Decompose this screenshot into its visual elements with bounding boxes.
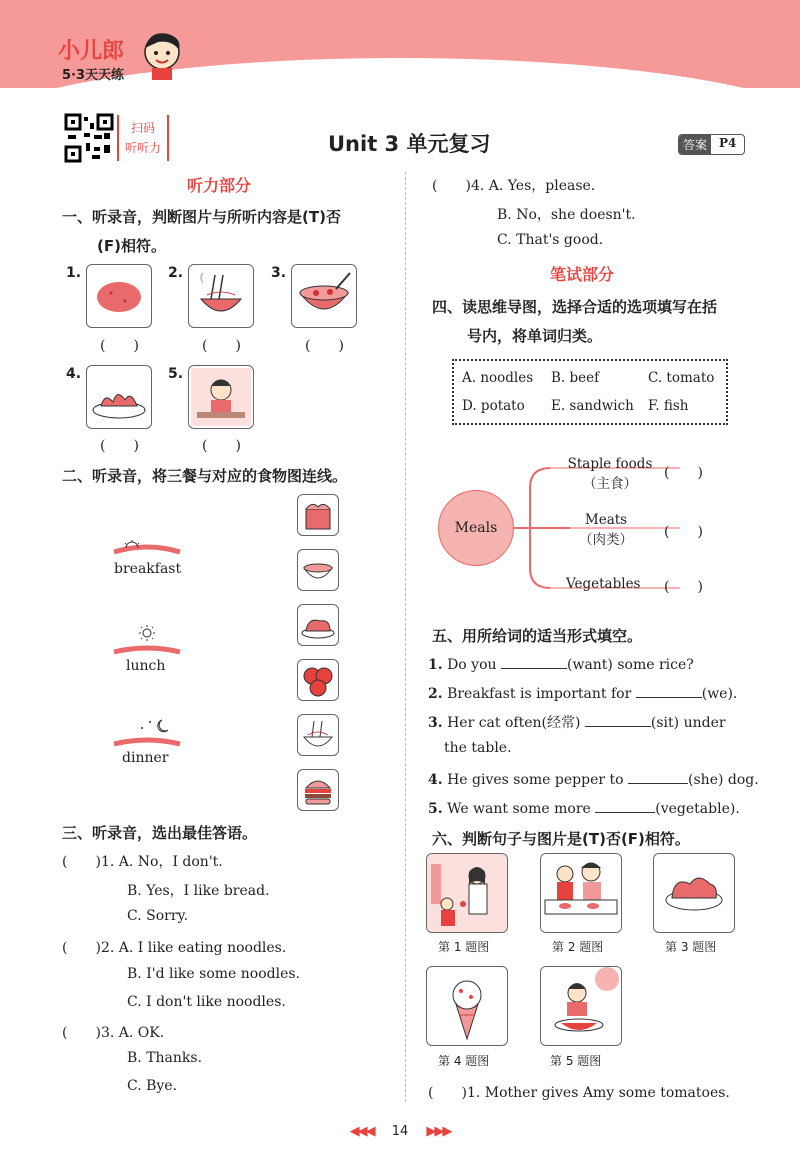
q4-option-f: F. fish <box>648 398 689 414</box>
potato-icon <box>87 265 151 327</box>
q6-item-1 <box>428 1082 730 1102</box>
food-picture-2[interactable] <box>297 549 339 591</box>
q1-answer-4[interactable]: ( ) <box>100 438 139 454</box>
qr-label-line2: 听听力 <box>124 141 161 155</box>
q5-num-1: 1. <box>428 657 443 673</box>
q5-title: 五、用所给词的适当形式填空。 <box>432 627 643 645</box>
q5-4-pre: He gives some pepper to <box>447 772 624 788</box>
q3-num-2: 2. <box>100 940 115 956</box>
q4-option-b: B. beef <box>551 370 600 386</box>
q3-paren-3[interactable]: ( ) <box>62 1025 101 1041</box>
tomatoes-icon <box>298 660 338 700</box>
food-picture-1[interactable] <box>297 494 339 536</box>
q4-option-e: E. sandwich <box>551 398 634 414</box>
page-title: Unit 3 单元复习 <box>328 132 491 156</box>
branch-meats-cn: （肉类） <box>579 532 633 548</box>
q6-sentence-1: Mother gives Amy some tomatoes. <box>484 1085 730 1101</box>
q5-1-post: (want) some rice? <box>567 657 694 673</box>
branch-meats-en: Meats <box>584 512 628 528</box>
q1-answer-1[interactable]: ( ) <box>100 338 139 354</box>
q2-title: 二、听录音，将三餐与对应的食物图连线。 <box>62 467 348 485</box>
meat-bag-icon <box>298 495 338 535</box>
q6-caption-2: 第 2 题图 <box>552 940 604 954</box>
q5-5-blank[interactable] <box>595 798 655 813</box>
hamburger-icon <box>298 770 338 810</box>
q3-1-option-a: A. No，I don't. <box>118 854 223 870</box>
q5-3-blank[interactable] <box>585 712 651 727</box>
q5-item-4 <box>428 769 759 788</box>
q3-paren-2[interactable]: ( ) <box>62 940 101 956</box>
q3-3-option-b: B. Thanks. <box>127 1050 203 1066</box>
q1-num-2: 2. <box>168 265 184 281</box>
q6-picture-3 <box>653 853 735 933</box>
q1-picture-3 <box>291 264 357 328</box>
q5-3-pre: Her cat often(经常) <box>447 715 581 731</box>
q3-1-option-c: C. Sorry. <box>127 908 189 924</box>
q3-3-option-c: C. Bye. <box>127 1078 178 1094</box>
q5-num-5: 5. <box>428 801 443 817</box>
food-picture-4[interactable] <box>297 659 339 701</box>
qr-code-icon[interactable] <box>64 113 114 163</box>
page-number: 14 <box>391 1124 409 1139</box>
q4-answer-meats[interactable]: ( ) <box>664 524 703 540</box>
q4-options-box <box>452 359 728 425</box>
q5-2-post: (we). <box>701 686 738 702</box>
column-divider <box>405 172 406 1102</box>
answer-label: 答案 <box>679 135 711 154</box>
q6-caption-4: 第 4 题图 <box>438 1054 490 1068</box>
q5-num-3: 3. <box>428 715 443 731</box>
q3-item-1 <box>62 851 223 871</box>
mascot-icon <box>138 26 188 82</box>
q3-4-option-a: A. Yes，please. <box>488 178 596 194</box>
branch-meats <box>566 512 646 548</box>
branch-staple-foods-cn: （主食） <box>583 476 637 492</box>
boy-eating-icon <box>189 366 253 428</box>
q5-2-pre: Breakfast is important for <box>447 686 632 702</box>
q1-num-1: 1. <box>66 265 82 281</box>
logo-subtitle: 5·3天天练 <box>62 68 125 83</box>
q1-title-line1: 一、听录音，判断图片与所听内容是(T)否 <box>62 208 341 226</box>
q1-answer-2[interactable]: ( ) <box>202 338 241 354</box>
q3-4-option-c: C. That's good. <box>497 232 604 248</box>
q3-num-4: 4. <box>470 178 485 194</box>
q6-picture-1 <box>426 853 508 933</box>
sun-icon <box>112 624 182 658</box>
q1-num-5: 5. <box>168 366 184 382</box>
qr-label-line1: 扫码 <box>130 121 155 135</box>
q5-num-2: 2. <box>428 686 443 702</box>
branch-staple-foods <box>566 456 654 492</box>
boy-eating-soup-icon <box>541 967 621 1045</box>
noodles-icon <box>298 715 338 755</box>
q6-picture-4 <box>426 966 508 1046</box>
q3-paren-4[interactable]: ( ) <box>432 178 471 194</box>
chicken-dish-icon <box>654 854 734 932</box>
q6-picture-2 <box>540 853 622 933</box>
meal-breakfast: breakfast <box>114 561 182 577</box>
branch-vegetables: Vegetables <box>566 576 641 592</box>
q4-option-a: A. noodles <box>462 370 534 386</box>
logo-title: 小儿郎 <box>58 39 125 64</box>
q6-title: 六、判断句子与图片是(T)否(F)相符。 <box>432 830 690 848</box>
q3-item-2 <box>62 937 286 957</box>
q5-5-post: (vegetable). <box>655 801 740 817</box>
q5-num-4: 4. <box>428 772 443 788</box>
q1-num-4: 4. <box>66 366 82 382</box>
soup-bowl-icon <box>292 265 356 327</box>
q4-answer-vegetables[interactable]: ( ) <box>664 579 703 595</box>
q6-paren-1[interactable]: ( ) <box>428 1085 467 1101</box>
q6-caption-3: 第 3 题图 <box>665 940 717 954</box>
q1-picture-4 <box>86 365 152 429</box>
q6-caption-5: 第 5 题图 <box>550 1054 602 1068</box>
q5-5-pre: We want some more <box>447 801 591 817</box>
q3-2-option-c: C. I don't like noodles. <box>127 994 286 1010</box>
q1-picture-2 <box>188 264 254 328</box>
q5-3-continuation: the table. <box>444 740 512 756</box>
q3-paren-1[interactable]: ( ) <box>62 854 101 870</box>
dumplings-plate-icon <box>87 366 151 428</box>
q3-num-3: 3. <box>100 1025 115 1041</box>
food-picture-5[interactable] <box>297 714 339 756</box>
q5-4-post: (she) dog. <box>688 772 759 788</box>
bowl-icon <box>298 550 338 590</box>
q4-title-line1: 四、读思维导图，选择合适的选项填写在括 <box>432 298 718 316</box>
answer-page: P4 <box>719 136 737 150</box>
meal-lunch: lunch <box>126 658 166 674</box>
family-dinner-icon <box>541 854 621 932</box>
q6-picture-5 <box>540 966 622 1046</box>
q4-option-d: D. potato <box>462 398 525 414</box>
q5-4-blank[interactable] <box>628 769 688 784</box>
food-picture-3[interactable] <box>297 604 339 646</box>
q3-2-option-a: A. I like eating noodles. <box>118 940 287 956</box>
branch-staple-foods-en: Staple foods <box>567 456 653 472</box>
ice-cream-icon <box>427 967 507 1045</box>
q1-answer-5[interactable]: ( ) <box>202 438 241 454</box>
q3-1-option-b: B. Yes，I like bread. <box>127 883 270 899</box>
meal-dinner: dinner <box>122 750 169 766</box>
q5-2-blank[interactable] <box>636 683 702 698</box>
q3-num-1: 1. <box>100 854 115 870</box>
mind-map-center-label: Meals <box>454 520 498 536</box>
q5-item-3 <box>428 712 726 732</box>
q5-item-5 <box>428 798 740 817</box>
food-picture-6[interactable] <box>297 769 339 811</box>
q3-item-3 <box>62 1022 164 1042</box>
q6-num-1: 1. <box>466 1085 481 1101</box>
q5-1-pre: Do you <box>447 657 497 673</box>
q1-picture-1 <box>86 264 152 328</box>
q3-2-option-b: B. I'd like some noodles. <box>127 966 301 982</box>
chicken-plate-icon <box>298 605 338 645</box>
noodles-bowl-icon <box>189 265 253 327</box>
sunrise-icon <box>112 538 182 558</box>
q1-num-3: 3. <box>271 265 287 281</box>
qr-label-box <box>117 115 169 161</box>
q5-item-1 <box>428 654 694 673</box>
answer-badge[interactable] <box>678 134 745 155</box>
q1-answer-3[interactable]: ( ) <box>305 338 344 354</box>
writing-heading: 笔试部分 <box>550 265 615 284</box>
q1-title-line2: (F)相符。 <box>97 237 166 255</box>
q4-option-c: C. tomato <box>648 370 715 386</box>
q3-item-4 <box>432 175 595 195</box>
q5-3-post: (sit) under <box>650 715 726 731</box>
listening-heading: 听力部分 <box>187 176 252 195</box>
q1-picture-5 <box>188 365 254 429</box>
q4-title-line2: 号内，将单词归类。 <box>467 327 603 345</box>
q3-4-option-b: B. No，she doesn't. <box>497 207 636 223</box>
mind-map-center <box>438 490 514 566</box>
page-footer <box>0 1124 800 1139</box>
q3-3-option-a: A. OK. <box>118 1025 165 1041</box>
footer-right-arrows-icon: ▶▶▶ <box>426 1124 451 1139</box>
mother-girl-tomatoes-icon <box>427 854 507 932</box>
q5-item-2 <box>428 683 737 702</box>
q6-caption-1: 第 1 题图 <box>438 940 490 954</box>
q3-title: 三、听录音，选出最佳答语。 <box>62 824 258 842</box>
footer-left-arrows-icon: ◀◀◀ <box>349 1124 374 1139</box>
q4-answer-staple[interactable]: ( ) <box>664 465 703 481</box>
q5-1-blank[interactable] <box>501 654 567 669</box>
moon-night-icon <box>112 716 182 750</box>
